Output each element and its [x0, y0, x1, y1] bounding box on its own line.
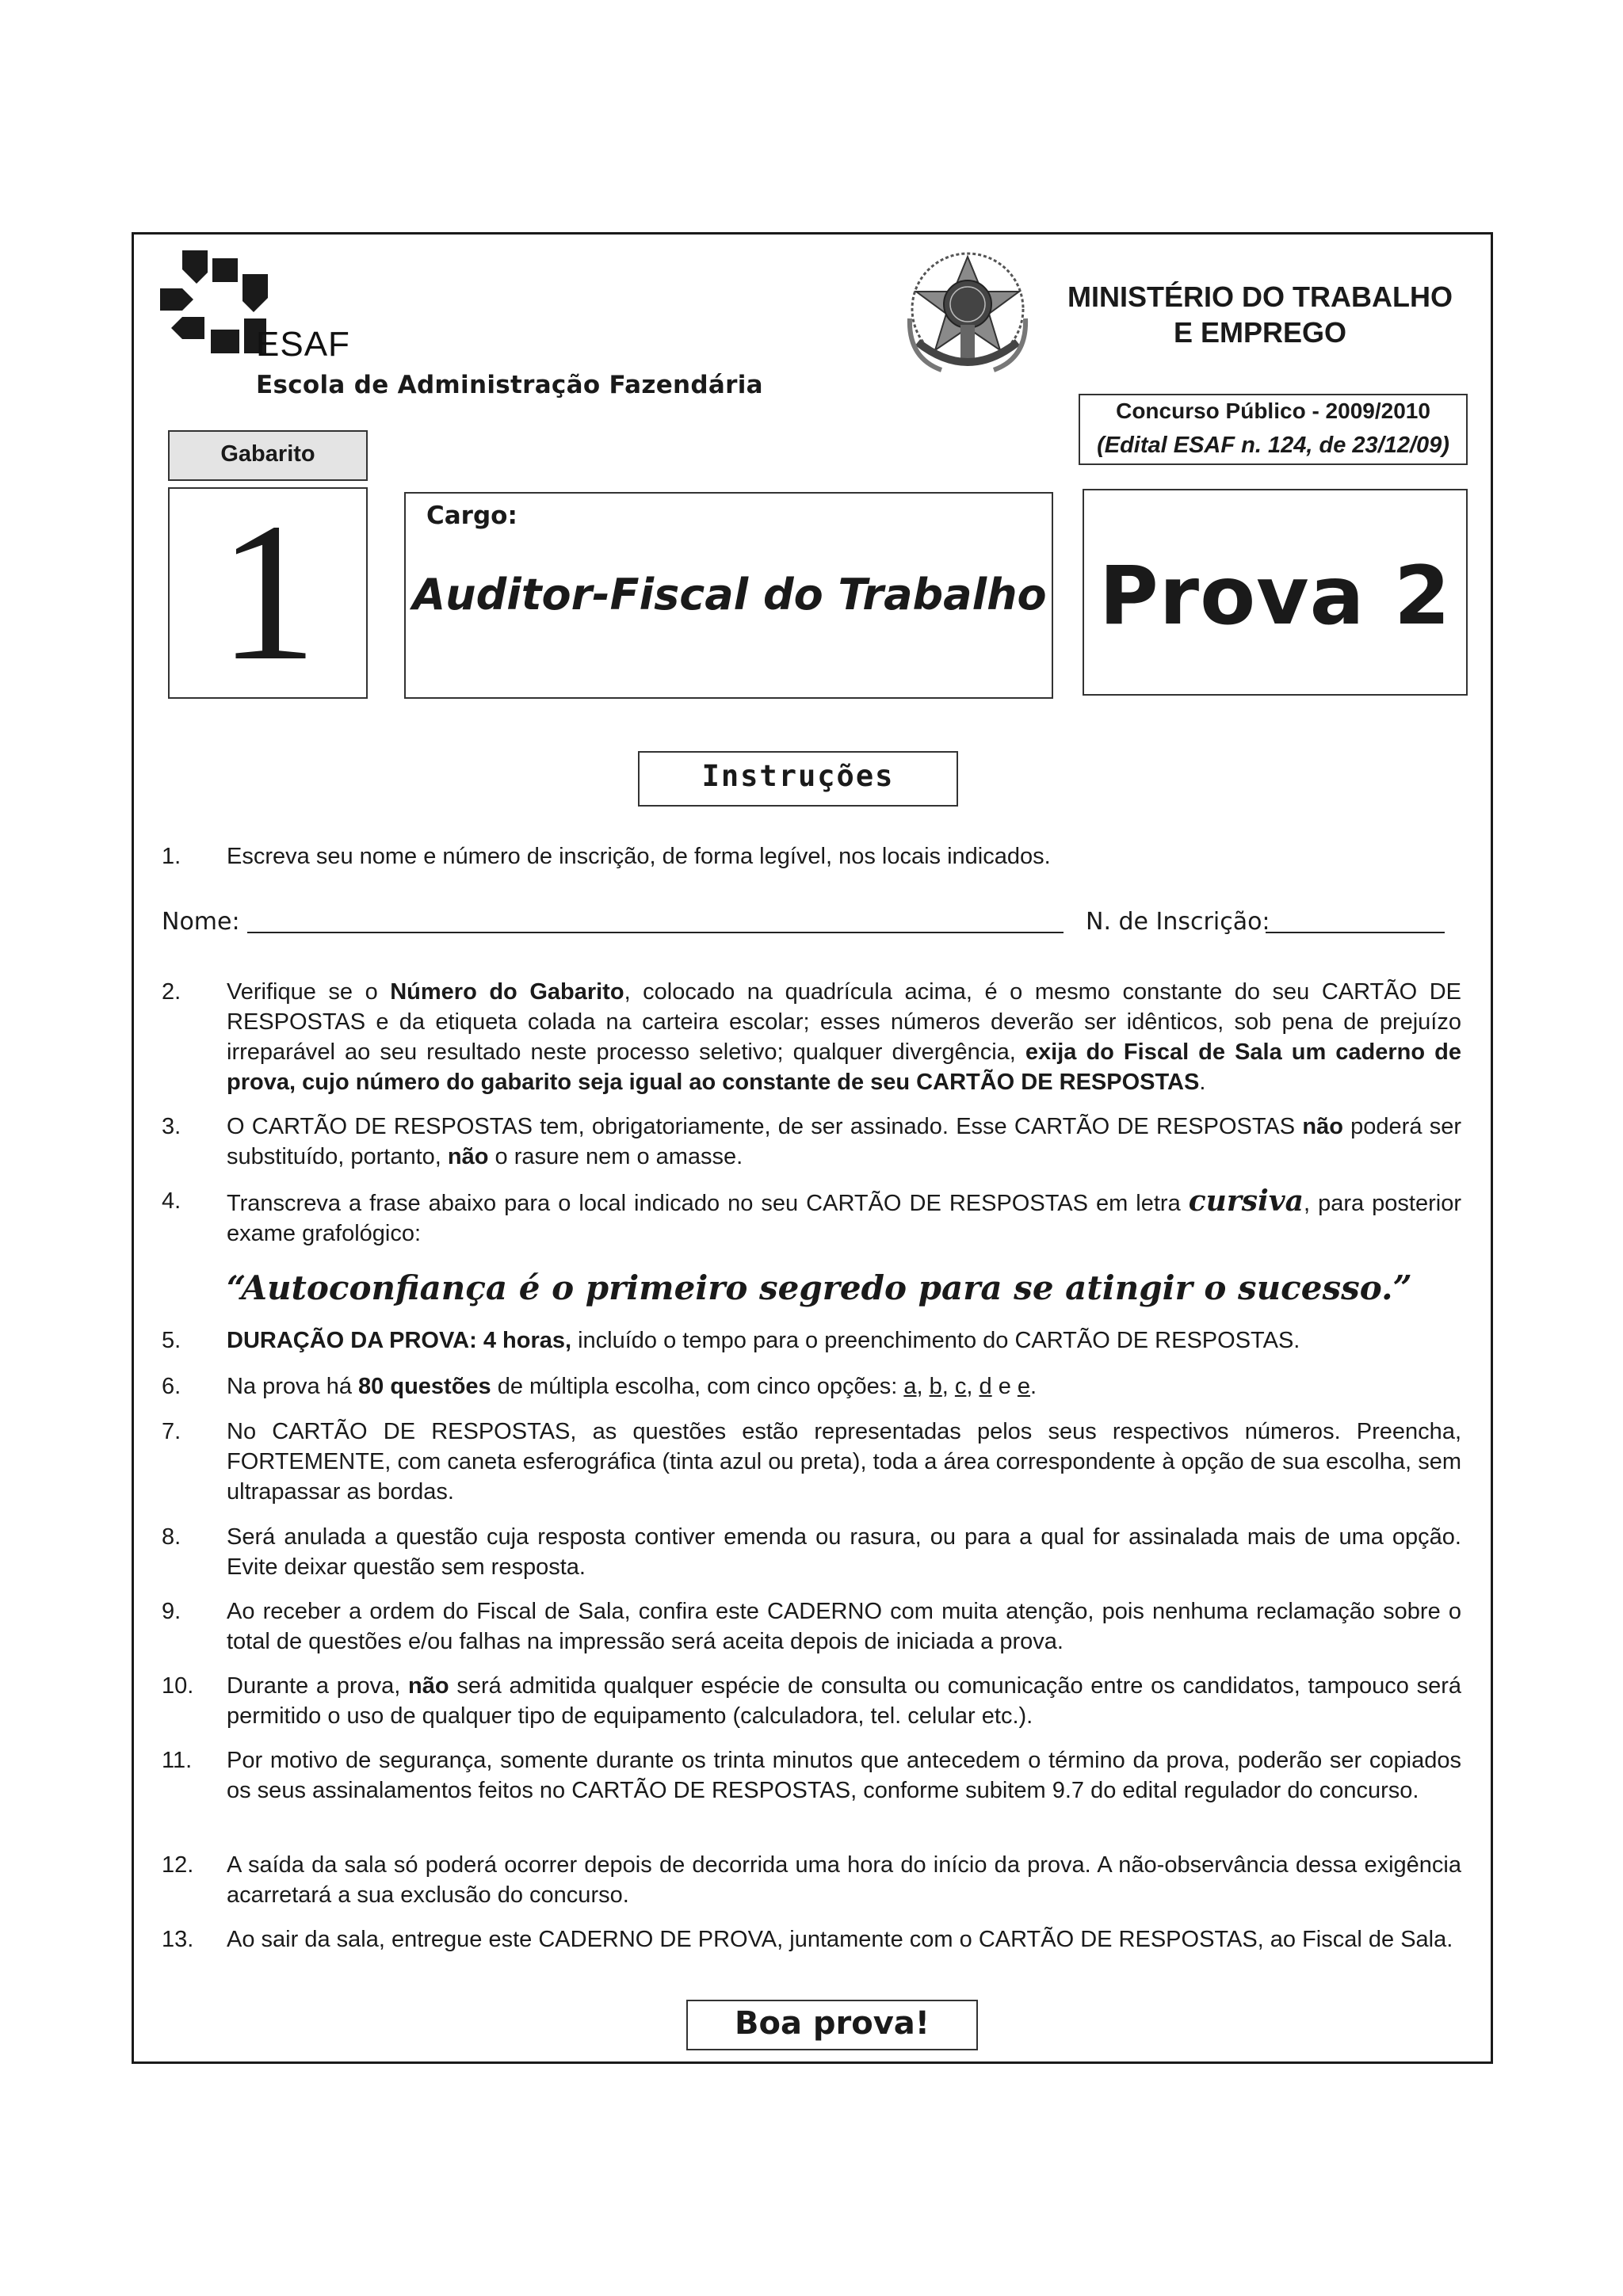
- concurso-text: Concurso Público - 2009/2010: [1116, 399, 1430, 423]
- instruction-item-7: [162, 1417, 1461, 1507]
- gabarito-number: 1: [218, 482, 318, 702]
- cargo-label: Cargo:: [426, 502, 517, 530]
- item-text: Verifique se o Número do Gabarito, colocado na quadrícula acima, é o mesmo constante do seu CARTÃO DE RESPOSTAS e da etiqueta colada na carteira escolar; esses números deverão ser idênticos, sob pena de prejuízo irreparável ao seu resultado neste processo seletivo; qualquer divergência, exija do Fiscal de Sala um caderno de prova, cujo número do gabarito seja igual ao constante de seu CARTÃO DE RESPOSTAS.: [227, 979, 1461, 1095]
- item-number: 2.: [162, 979, 181, 1005]
- item-text: Por motivo de segurança, somente durante os trinta minutos que antecedem o término da prova, poderão ser copiados os seus assinalamentos feitos no CARTÃO DE RESPOSTAS, conforme subitem 9.7 do edital regulador do concurso.: [227, 1748, 1461, 1803]
- coat-of-arms-seal: [894, 239, 1041, 387]
- item-number: 4.: [162, 1188, 181, 1214]
- item-text: Durante a prova, não será admitida qualquer espécie de consulta ou comunicação entre os candidatos, tampouco será permitido o uso de qualquer tipo de equipamento (calculadora, tel. celular etc.).: [227, 1673, 1461, 1729]
- ministry-line-1: MINISTÉRIO DO TRABALHO: [1067, 280, 1453, 313]
- item-number: 6.: [162, 1374, 181, 1399]
- item-text: Será anulada a questão cuja resposta contiver emenda ou rasura, ou para a qual for assinalada mais de uma opção. Evite deixar questão sem resposta.: [227, 1524, 1461, 1580]
- item-number: 10.: [162, 1673, 194, 1699]
- esaf-brand-short: ESAF: [256, 325, 350, 364]
- instruction-item-5: [162, 1325, 1461, 1356]
- instruction-item-2: [162, 977, 1461, 1097]
- instruction-item-8: [162, 1522, 1461, 1582]
- item-text: Ao receber a ordem do Fiscal de Sala, confira este CADERNO com muita atenção, pois nenhuma reclamação sobre o total de questões e/ou falhas na impressão será aceita depois de iniciada a prova.: [227, 1599, 1461, 1654]
- instruction-item-10: [162, 1671, 1461, 1731]
- instruction-item-9: [162, 1596, 1461, 1657]
- item-number: 5.: [162, 1328, 181, 1353]
- footer-text: Boa prova!: [734, 2005, 930, 2042]
- instruction-item-12: [162, 1850, 1461, 1910]
- item-number: 8.: [162, 1524, 181, 1550]
- name-label: Nome:: [162, 908, 240, 936]
- instructions-title: Instruções: [701, 759, 895, 793]
- name-line: [247, 932, 1064, 933]
- instruction-item-6: [162, 1371, 1461, 1402]
- item-number: 9.: [162, 1599, 181, 1624]
- item-text: A saída da sala só poderá ocorrer depois de decorrida uma hora do início da prova. A não-observância dessa exigência acarretará a sua exclusão do concurso.: [227, 1852, 1461, 1908]
- gabarito-label: Gabarito: [220, 441, 315, 467]
- cargo-value: Auditor-Fiscal do Trabalho: [412, 570, 1047, 620]
- registration-line: [1266, 932, 1445, 933]
- item-text: Escreva seu nome e número de inscrição, de forma legível, nos locais indicados.: [227, 844, 1051, 869]
- item-number: 13.: [162, 1927, 194, 1952]
- esaf-brand-full: Escola de Administração Fazendária: [256, 371, 763, 399]
- item-text: O CARTÃO DE RESPOSTAS tem, obrigatoriamente, de ser assinado. Esse CARTÃO DE RESPOSTAS não poderá ser substituído, portanto, não o rasure nem o amasse.: [227, 1114, 1461, 1169]
- item-number: 11.: [162, 1748, 193, 1773]
- ministry-line-2: E EMPREGO: [1173, 316, 1347, 349]
- edital-text: (Edital ESAF n. 124, de 23/12/09): [1097, 433, 1449, 458]
- instruction-item-11: [162, 1745, 1461, 1806]
- prova-title: Prova 2: [1099, 549, 1451, 643]
- instruction-item-1: [162, 841, 1461, 871]
- cursive-word: cursiva: [1188, 1184, 1304, 1218]
- item-text: Ao sair da sala, entregue este CADERNO DE PROVA, juntamente com o CARTÃO DE RESPOSTAS, ao Fiscal de Sala.: [227, 1927, 1453, 1952]
- item-text: DURAÇÃO DA PROVA: 4 horas, incluído o tempo para o preenchimento do CARTÃO DE RESPOSTAS.: [227, 1328, 1300, 1353]
- instruction-item-13: [162, 1924, 1461, 1955]
- item-text: Transcreva a frase abaixo para o local indicado no seu CARTÃO DE RESPOSTAS em letra cursiva, para posterior exame grafológico:: [227, 1184, 1461, 1246]
- item-number: 1.: [162, 844, 181, 869]
- transcription-quote: “Autoconfiança é o primeiro segredo para se atingir o sucesso.”: [227, 1268, 1412, 1307]
- item-number: 7.: [162, 1419, 181, 1444]
- item-number: 12.: [162, 1852, 194, 1878]
- instruction-item-4: [162, 1186, 1461, 1249]
- registration-label: N. de Inscrição:: [1086, 908, 1270, 936]
- item-text: No CARTÃO DE RESPOSTAS, as questões estão representadas pelos seus respectivos números. Preencha, FORTEMENTE, com caneta esferográfica (tinta azul ou preta), toda a área correspondente à opção de sua escolha, sem ultrapassar as bordas.: [227, 1419, 1461, 1505]
- item-number: 3.: [162, 1114, 181, 1139]
- instruction-item-3: [162, 1112, 1461, 1172]
- ministry-title: [1038, 279, 1482, 350]
- item-text: Na prova há 80 questões de múltipla escolha, com cinco opções: a, b, c, d e e.: [227, 1374, 1037, 1399]
